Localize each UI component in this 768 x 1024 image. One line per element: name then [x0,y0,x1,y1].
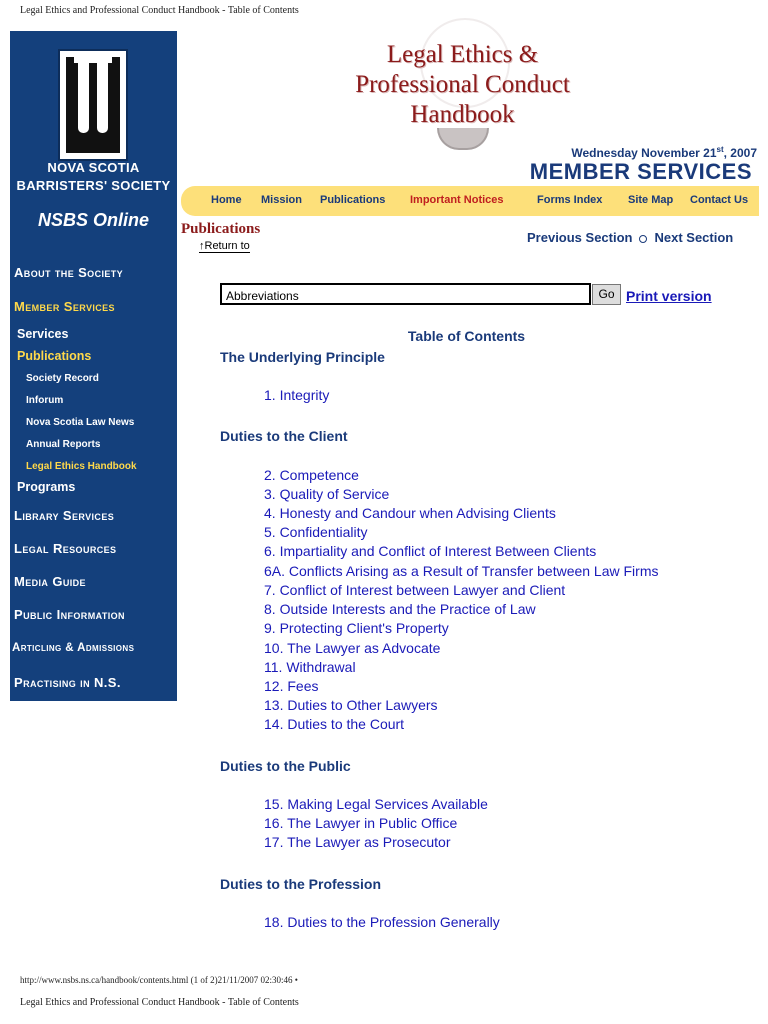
sidebar-item-programs[interactable]: Programs [17,480,76,494]
section-navigation [527,230,733,245]
toc-link[interactable]: 9. Protecting Client's Property [264,620,449,636]
society-name-line1: NOVA SCOTIA [47,160,140,175]
toc-section-heading: Duties to the Client [220,428,348,444]
toc-link[interactable]: 3. Quality of Service [264,486,390,502]
sidebar-item-public-info[interactable]: Public Information [14,607,125,622]
up-arrow-icon: ↑ [199,240,205,252]
sidebar [10,31,177,701]
toc-link[interactable]: 7. Conflict of Interest between Lawyer and Client [264,582,566,598]
toc-link[interactable]: 15. Making Legal Services Available [264,796,488,812]
toc-link[interactable]: 13. Duties to Other Lawyers [264,697,438,713]
current-date: Wednesday November 21st, 2007 [571,145,757,160]
toc-section-heading: The Underlying Principle [220,349,385,365]
sidebar-item-society-record[interactable]: Society Record [26,373,99,384]
nav-site-map[interactable]: Site Map [628,194,674,206]
sidebar-item-publications[interactable]: Publications [17,349,92,363]
separator-dot-icon [639,235,647,243]
sidebar-item-media[interactable]: Media Guide [14,574,86,589]
toc-link[interactable]: 4. Honesty and Candour when Advising Clients [264,505,556,521]
toc-link[interactable]: 1. Integrity [264,387,330,403]
nsbs-logo[interactable] [58,49,128,161]
nsbs-online-title[interactable]: NSBS Online [37,210,149,230]
print-header: Legal Ethics and Professional Conduct Handbook - Table of Contents [20,5,299,16]
top-navbar [181,186,759,216]
print-footer-title: Legal Ethics and Professional Conduct Handbook - Table of Contents [20,997,299,1008]
print-version-link[interactable]: Print version [626,288,712,304]
nav-contact-us[interactable]: Contact Us [690,194,749,206]
toc-link[interactable]: 14. Duties to the Court [264,716,405,732]
barrister-gown-icon [66,57,120,153]
sidebar-item-legal-ethics[interactable]: Legal Ethics Handbook [26,461,137,472]
sidebar-item-legal-resources[interactable]: Legal Resources [14,541,117,556]
seal-base-icon [437,128,489,150]
toc-title: Table of Contents [407,328,526,344]
sidebar-item-practising[interactable]: Practising in N.S. [14,675,121,690]
previous-section-link[interactable]: Previous Section [527,230,633,245]
masthead-line1: Legal Ethics & [386,41,539,68]
section-jump-select[interactable]: Abbreviations [220,283,591,305]
sidebar-item-law-news[interactable]: Nova Scotia Law News [26,417,135,428]
toc-link[interactable]: 16. The Lawyer in Public Office [264,815,458,831]
sidebar-item-about[interactable]: About the Society [14,265,124,280]
sidebar-item-member-services[interactable]: Member Services [14,299,115,314]
page-heading: Publications [181,221,261,237]
sidebar-item-services[interactable]: Services [17,327,69,341]
return-link[interactable]: ↑Return to [199,240,250,252]
masthead-line3: Handbook [410,101,515,128]
toc-link[interactable]: 12. Fees [264,678,319,694]
toc-link[interactable]: 17. The Lawyer as Prosecutor [264,834,451,850]
toc-link[interactable]: 10. The Lawyer as Advocate [264,640,441,656]
section-title: MEMBER SERVICES [529,159,752,184]
toc-link[interactable]: 18. Duties to the Profession Generally [264,914,500,930]
toc-link[interactable]: 6. Impartiality and Conflict of Interest Between Clients [264,543,597,559]
nav-publications[interactable]: Publications [320,194,386,206]
nav-home[interactable]: Home [211,194,242,206]
toc-link[interactable]: 6A. Conflicts Arising as a Result of Transfer between Law Firms [264,563,659,579]
toc-section-heading: Duties to the Public [220,758,351,774]
toc-link[interactable]: 8. Outside Interests and the Practice of Law [264,601,536,617]
nav-important-notices[interactable]: Important Notices [410,194,504,206]
toc-link[interactable]: 11. Withdrawal [264,659,356,675]
nav-forms-index[interactable]: Forms Index [537,194,603,206]
toc-link[interactable]: 5. Confidentiality [264,524,368,540]
society-name-line2: BARRISTERS' SOCIETY [16,178,171,193]
sidebar-item-articling[interactable]: Articling & Admissions [12,642,135,654]
toc-section-heading: Duties to the Profession [220,876,382,892]
go-button[interactable]: Go [592,284,621,305]
masthead-line2: Professional Conduct [355,71,570,98]
next-section-link[interactable]: Next Section [654,230,734,245]
sidebar-item-annual-reports[interactable]: Annual Reports [26,439,101,450]
toc-link[interactable]: 2. Competence [264,467,359,483]
print-footer-url: http://www.nsbs.ns.ca/handbook/contents.html (1 of 2)21/11/2007 02:30:46 • [20,975,298,985]
sidebar-item-library[interactable]: Library Services [14,508,115,523]
nav-mission[interactable]: Mission [261,194,302,206]
sidebar-item-inforum[interactable]: Inforum [26,395,64,406]
